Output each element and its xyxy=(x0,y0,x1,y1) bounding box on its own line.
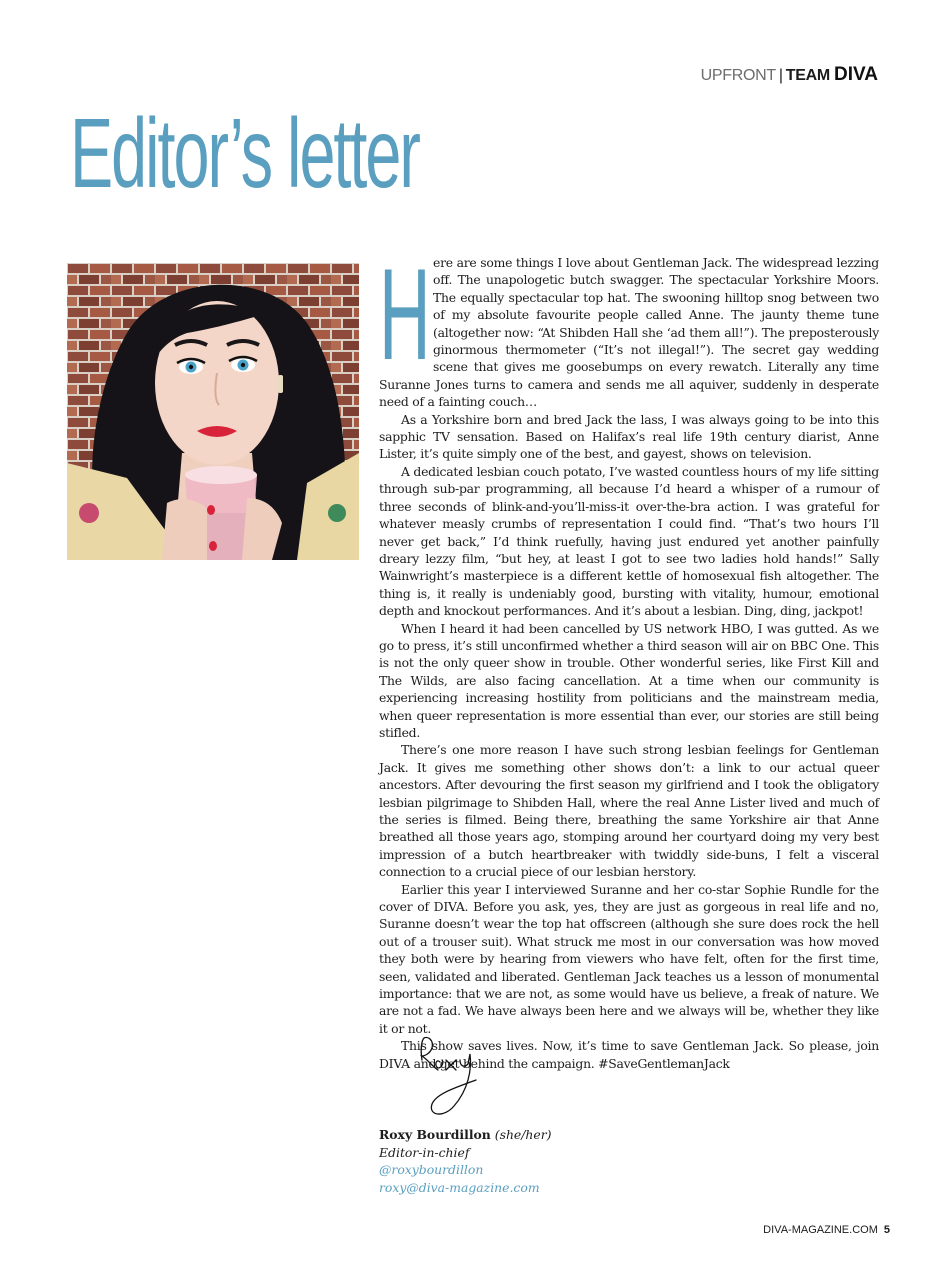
email-link[interactable]: roxy@diva-magazine.com xyxy=(379,1179,540,1195)
article-paragraph: When I heard it had been cancelled by US network HBO, I was gutted. As we go to press, it’s still unconfirmed whether a third season will air on BBC One. This is not the only queer show in trouble. Other wonderful series, like First Kill and The Wilds, are also facing cancellation. At a time when our community is experiencing increasing hostility from politicians and the mainstream media, when queer representation is more essential than ever, our stories are still being stifled. xyxy=(379,620,879,740)
page-footer xyxy=(763,1224,890,1236)
page-number: 5 xyxy=(883,1224,890,1236)
footer-site: DIVA-MAGAZINE.COM xyxy=(763,1224,878,1236)
article-body xyxy=(379,241,879,1072)
byline xyxy=(379,1126,552,1196)
section-separator: | xyxy=(778,67,783,84)
article-paragraph: This show saves lives. Now, it’s time to save Gentleman Jack. So please, join DIVA and get behind the campaign. #SaveGentlemanJack xyxy=(379,1038,879,1071)
drop-cap: H xyxy=(379,241,431,387)
page-title: Editor’s letter xyxy=(70,98,419,208)
author-role: Editor-in-chief xyxy=(379,1144,470,1160)
article-paragraph: Earlier this year I interviewed Suranne and her co-star Sophie Rundle for the cover of DIVA. Before you ask, yes, they are just as gorgeous in real life and no, Suranne doesn’t wear the top hat offscreen (although she sure does rock the hell out of a trouser suit). What struck me most in our conversation was how moved they both were by hearing from viewers who have felt, often for the first time, seen, validated and liberated. Gentleman Jack teaches us a lesson of monumental importance: that we are not, as some would have us believe, a freak of nature. We are not a fad. We have always been here and we always will be, whether they like it or not. xyxy=(379,881,879,1036)
section-label: UPFRONT xyxy=(700,67,776,84)
brand-name: DIVA xyxy=(834,64,878,85)
team-label: TEAM xyxy=(785,67,830,84)
article-paragraph xyxy=(379,241,879,411)
author-pronouns: (she/her) xyxy=(494,1127,552,1142)
editor-portrait-image xyxy=(67,263,359,560)
author-name: Roxy Bourdillon xyxy=(379,1127,491,1142)
signature xyxy=(414,1030,504,1120)
article-paragraph: A dedicated lesbian couch potato, I’ve wasted countless hours of my life sitting through sub-par programming, all because I’d heard a whisper of a rumour of three seconds of blink-and-you’ll-miss-it over-the-bra action. I was grateful for whatever measly crumbs of representation I could find. “That’s two hours I’ll never get back,” I’d think ruefully, having just endured yet another painfully dreary lezzy film, “but hey, at least I got to see two ladies hold hands!” Sally Wainwright’s masterpiece is a different kettle of homosexual fish altogether. The thing is, it really is undeniably good, bursting with vitality, humour, emotional depth and knockout performances. And it’s about a lesbian. Ding, ding, jackpot! xyxy=(379,463,879,619)
editor-photo xyxy=(67,263,359,560)
article-paragraph: There’s one more reason I have such strong lesbian feelings for Gentleman Jack. It gives me something other shows don’t: a link to our actual queer ancestors. After devouring the first season my girlfriend and I took the obligatory lesbian pilgrimage to Shibden Hall, where the real Anne Lister lived and much of the series is filmed. Being there, breathing the same Yorkshire air that Anne breathed all those years ago, stomping around her courtyard doing my very best impression of a butch heartbreaker with twiddly side-buns, I felt a visceral connection to a crucial piece of our lesbian herstory. xyxy=(379,742,879,880)
section-header xyxy=(701,64,878,86)
social-handle-link[interactable]: @roxybourdillon xyxy=(379,1162,484,1178)
byline-name-line xyxy=(379,1126,552,1144)
paragraph-text: ere are some things I love about Gentleman Jack. The widespread lezzing off. The unapologetic butch swagger. The spectacular Yorkshire Moors. The equally spectacular top hat. The swooning hilltop snog between two of my absolute favourite people called Anne. The jaunty theme tune (altogether now: “At Shibden Hall she ‘ad them all!”). The preposterously ginormous thermometer (“It’s not illegal!”). The secret gay wedding scene that gives me goosebumps on every rewatch. Literally any time Suranne Jones turns to camera and sends me all aquiver, suddenly in desperate need of a fainting couch… xyxy=(379,255,879,410)
article-paragraph: As a Yorkshire born and bred Jack the lass, I was always going to be into this sapphic TV sensation. Based on Halifax’s real life 19th century diarist, Anne Lister, it’s quite simply one of the best, and gayest, shows on television. xyxy=(379,411,879,462)
